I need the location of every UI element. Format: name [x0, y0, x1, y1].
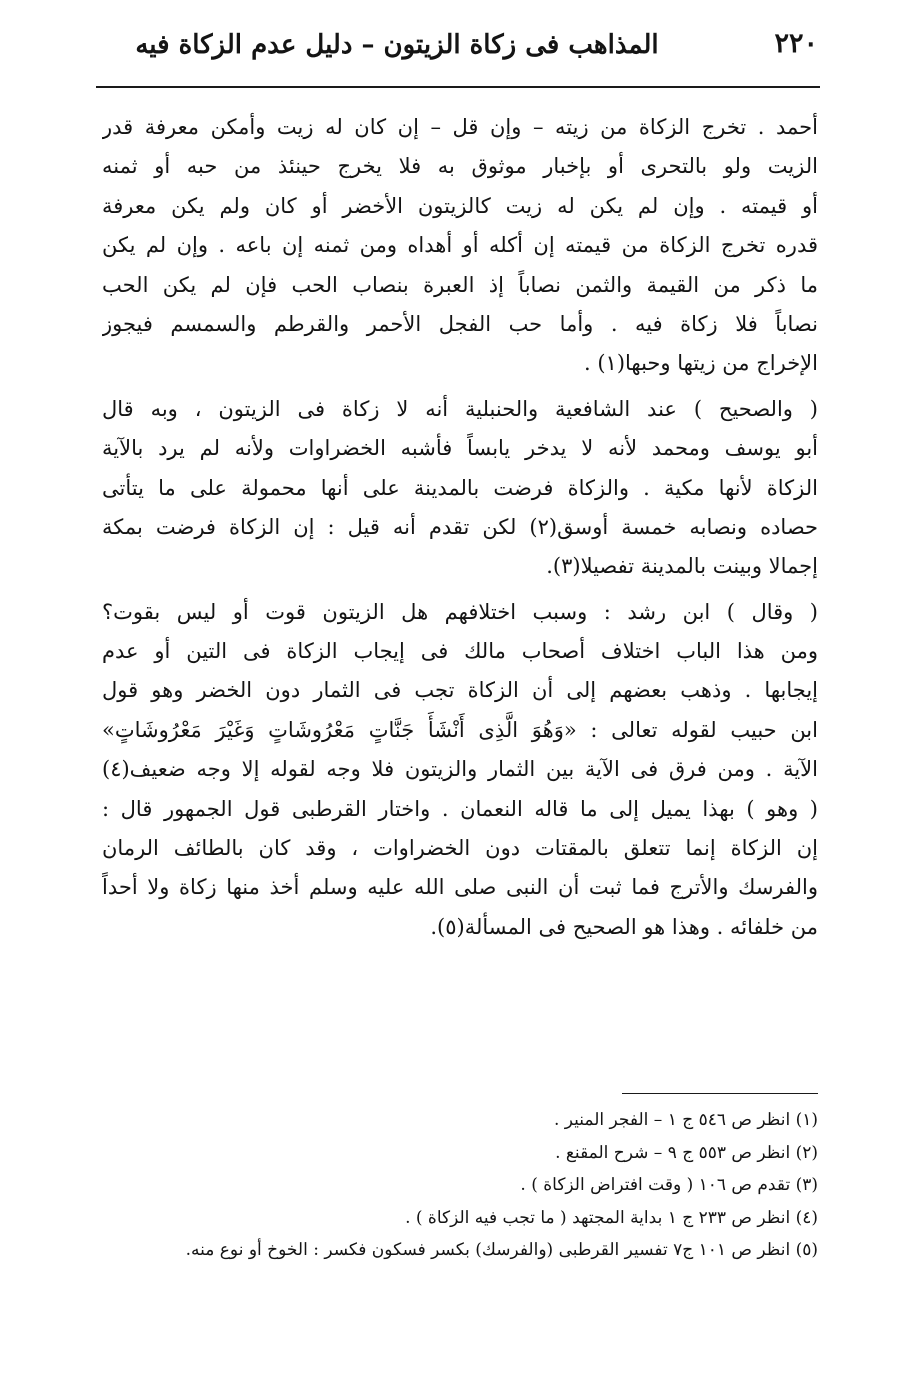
- body-text: [102, 108, 818, 947]
- text-line: ( وهو ) بهذا يميل إلى ما قاله النعمان . واختار القرطبى قول الجمهور قال :: [102, 796, 818, 821]
- text-line: قدره تخرج الزكاة من قيمته إن أكله أو أهداه ومن ثمنه إن باعه . وإن لم يكن: [102, 233, 818, 258]
- text-line: أحمد . تخرج الزكاة من زيته – وإن قل – إن كان له زيت وأمكن معرفة قدر: [102, 115, 818, 139]
- text-line: أبو يوسف ومحمد لأنه لا يدخر يابساً فأشبه الخضراوات ولأنه لم يرد بالآية: [102, 436, 818, 461]
- text-line: والفرسك والأترج فما ثبت أن النبى صلى الله عليه وسلم أخذ منها زكاة ولا أحداً: [102, 875, 818, 900]
- text-line: ابن حبيب لقوله تعالى : «وَهُوَ الَّذِى أَنْشَأَ جَنَّاتٍ مَعْرُوشَاتٍ وَغَيْرَ مَعْرُوشَاتٍ»: [102, 717, 818, 742]
- text-line: ( وقال ) ابن رشد : وسبب اختلافهم هل الزيتون قوت أو ليس بقوت؟: [102, 599, 818, 624]
- footnote: (٥) انظر ص ١٠١ ج٧ تفسير القرطبى (والفرسك) بكسر فسكون فكسر : الخوخ أو نوع منه.: [185, 1240, 818, 1260]
- paragraph-3: [102, 593, 818, 948]
- header-rule: [96, 86, 820, 88]
- text-line: ( والصحيح ) عند الشافعية والحنبلية أنه لا زكاة فى الزيتون ، وبه قال: [102, 396, 818, 421]
- footnote: (٤) انظر ص ٢٣٣ ج ١ بداية المجتهد ( ما تجب فيه الزكاة ) .: [405, 1207, 818, 1228]
- running-title: المذاهب فى زكاة الزيتون – دليل عدم الزكاة فيه: [135, 30, 659, 60]
- text-line: ما ذكر من القيمة والثمن نصاباً إذ العبرة بنصاب الحب فإن لم يكن الحب: [102, 272, 818, 297]
- page-number: ٢٢٠: [774, 28, 818, 59]
- text-line: إن الزكاة إنما تتعلق بالمقتات دون الخضراوات ، وقد كان بالطائف الرمان: [102, 836, 818, 861]
- footnotes: [94, 1104, 818, 1267]
- text-line: نصاباً فلا زكاة فيه . وأما حب الفجل الأحمر والقرطم والسمسم فيجوز: [102, 311, 818, 336]
- text-line: الزيت ولو بالتحرى أو بإخبار موثوق به فلا يخرج حينئذ من حبه أو ثمنه: [102, 154, 818, 179]
- text-line: الإخراج من زيتها وحبها(١) .: [584, 351, 818, 376]
- paragraph-1: [102, 108, 818, 384]
- footnote: (٢) انظر ص ٥٥٣ ج ٩ – شرح المقنع .: [555, 1142, 818, 1163]
- text-line: أو قيمته . وإن لم يكن له زيت كالزيتون الأخضر أو كان ولم يكن معرفة: [102, 193, 818, 218]
- page-header: [96, 28, 818, 74]
- text-line: حصاده ونصابه خمسة أوسق(٢) لكن تقدم أنه قيل : إن الزكاة فرضت بمكة: [102, 514, 818, 539]
- paragraph-2: [102, 390, 818, 587]
- text-line: الآية . ومن فرق فى الآية بين الثمار والزيتون فلا وجه لقوله إلا وجه ضعيف(٤): [102, 757, 818, 782]
- text-line: إجمالا وبينت بالمدينة تفصيلا(٣).: [546, 554, 818, 579]
- text-line: من خلفائه . وهذا هو الصحيح فى المسألة(٥).: [430, 914, 818, 939]
- text-line: الزكاة لأنها مكية . والزكاة فرضت بالمدينة على أنها محمولة على ما يتأتى: [102, 475, 818, 500]
- text-line: ومن هذا الباب اختلاف أصحاب مالك فى إيجاب الزكاة فى التين أو عدم: [102, 639, 818, 664]
- text-line: إيجابها . وذهب بعضهم إلى أن الزكاة تجب فى الثمار دون الخضر وهو قول: [102, 678, 818, 703]
- footnote-rule: [622, 1093, 818, 1094]
- footnote: (٣) تقدم ص ١٠٦ ( وقت افتراض الزكاة ) .: [520, 1175, 818, 1195]
- footnote: (١) انظر ص ٥٤٦ ج ١ – الفجر المنير .: [553, 1110, 818, 1130]
